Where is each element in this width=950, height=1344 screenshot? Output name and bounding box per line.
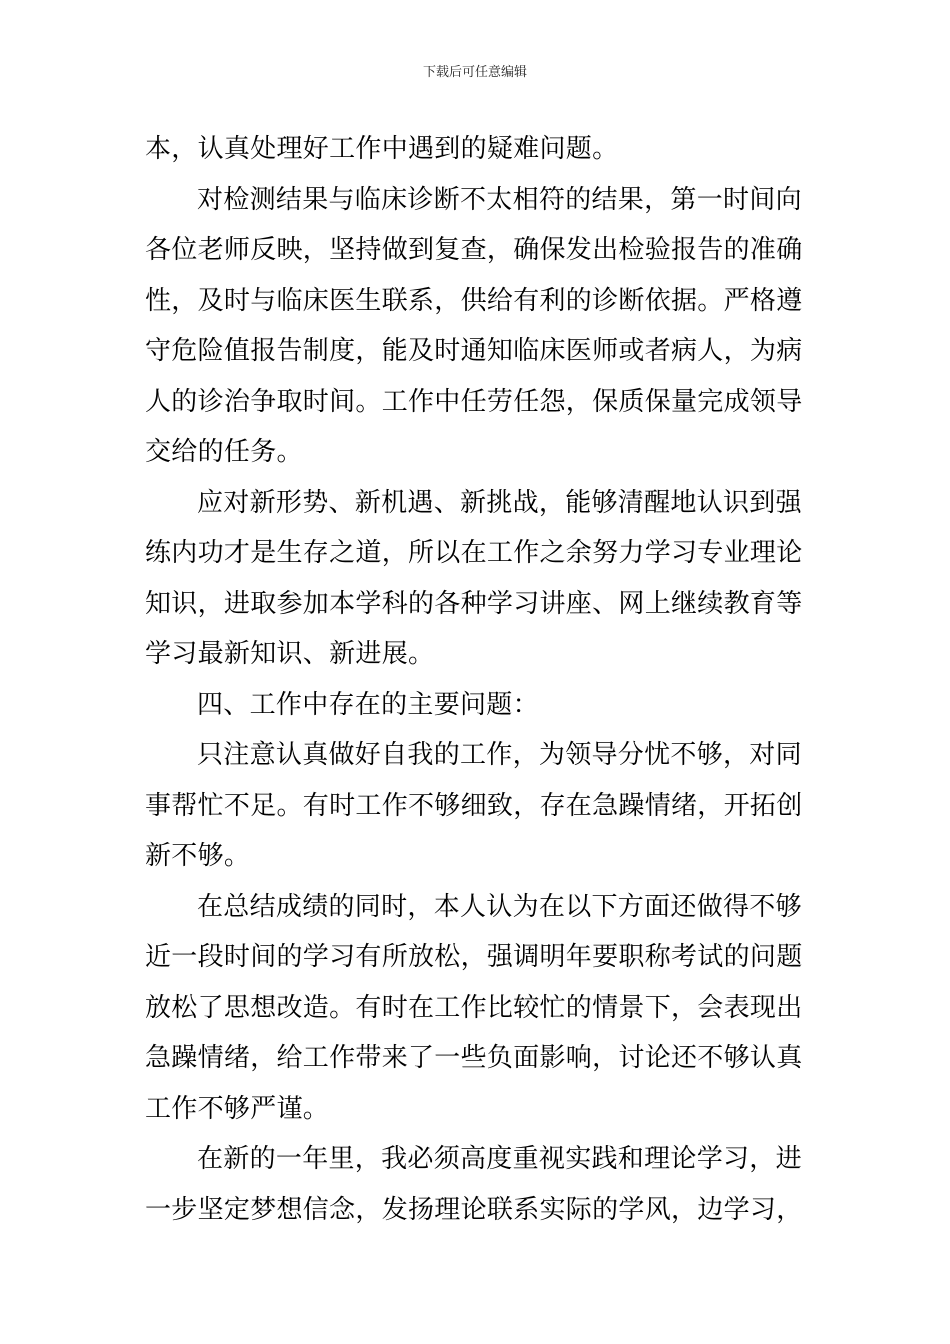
text-line: 工作不够严谨。 xyxy=(145,1093,330,1124)
text-line: 各位老师反映，坚持做到复查，确保发出检验报告的准确 xyxy=(145,235,803,265)
document-body xyxy=(145,124,810,1235)
text-line: 人的诊治争取时间。工作中任劳任怨，保质保量完成领导 xyxy=(145,386,803,417)
text-line: 在新的一年里，我必须高度重视实践和理论学习，进 xyxy=(197,1144,802,1174)
text-line: 四、工作中存在的主要问题： xyxy=(197,689,539,720)
text-line: 对检测结果与临床诊断不太相符的结果，第一时间向 xyxy=(197,184,802,215)
page-header: 下载后可任意编辑 xyxy=(422,65,527,80)
text-line: 在总结成绩的同时，本人认为在以下方面还做得不够 xyxy=(197,891,802,922)
text-line: 性，及时与临床医生联系，供给有利的诊断依据。严格遵 xyxy=(145,285,803,316)
text-line: 交给的任务。 xyxy=(145,437,303,467)
text-line: 放松了思想改造。有时在工作比较忙的情景下，会表现出 xyxy=(145,992,803,1023)
text-line: 守危险值报告制度，能及时通知临床医师或者病人，为病 xyxy=(145,336,803,366)
text-line: 学习最新知识、新进展。 xyxy=(145,639,435,669)
text-line: 只注意认真做好自我的工作，为领导分忧不够，对同 xyxy=(197,740,802,770)
text-line: 应对新形势、新机遇、新挑战，能够清醒地认识到强 xyxy=(197,487,802,518)
text-line: 急躁情绪，给工作带来了一些负面影响，讨论还不够认真 xyxy=(145,1043,803,1073)
text-line: 知识，进取参加本学科的各种学习讲座、网上继续教育等 xyxy=(145,588,803,619)
text-line: 练内功才是生存之道，所以在工作之余努力学习专业理论 xyxy=(145,538,803,568)
text-line: 事帮忙不足。有时工作不够细致，存在急躁情绪，开拓创 xyxy=(145,790,803,821)
text-line: 近一段时间的学习有所放松，强调明年要职称考试的问题 xyxy=(145,942,803,972)
text-line: 本，认真处理好工作中遇到的疑难问题。 xyxy=(145,134,619,164)
text-line: 新不够。 xyxy=(145,841,251,871)
text-line: 一步坚定梦想信念，发扬理论联系实际的学风，边学习， xyxy=(145,1194,803,1225)
